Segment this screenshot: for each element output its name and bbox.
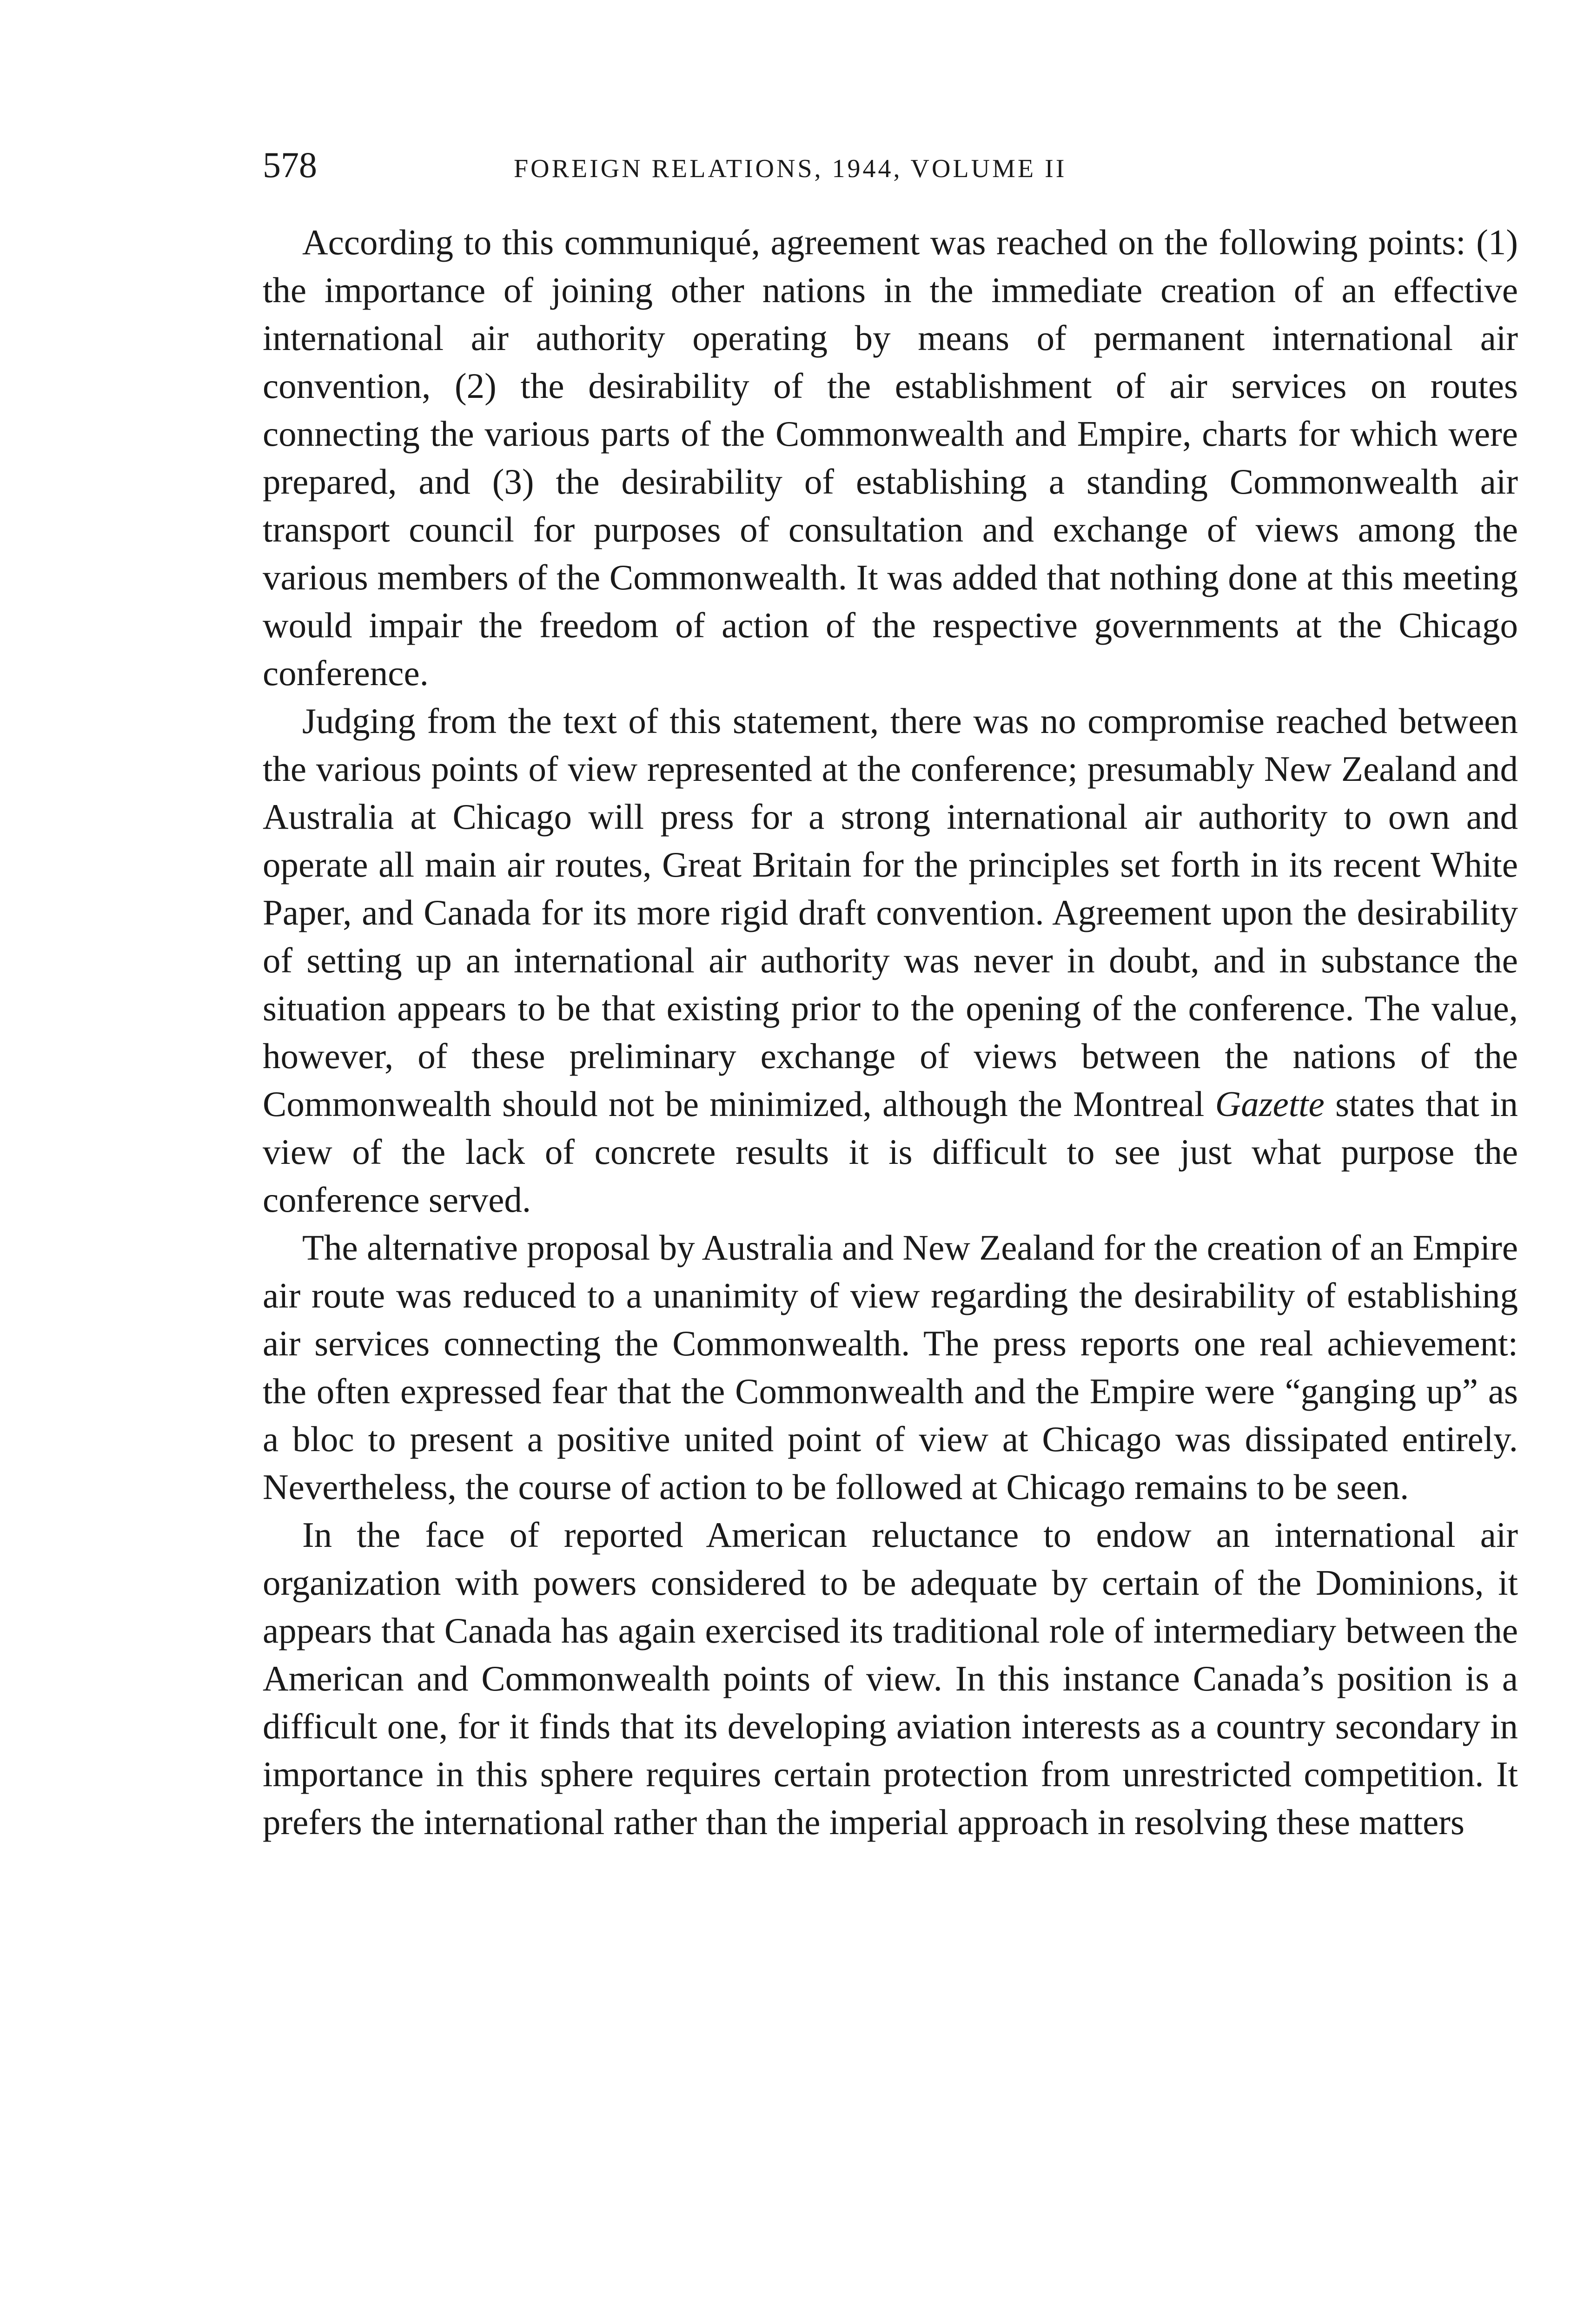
document-page (263, 139, 1518, 1846)
paragraph-judging-text-end: states that in view of the lack of concrete results it is difficult to see just what purpose the conference served. (263, 1084, 1518, 1220)
page-number: 578 (263, 145, 317, 185)
paragraph-alternative-proposal: The alternative proposal by Australia and New Zealand for the creation of an Empire air route was reduced to a unanimity of view regarding the desirability of establishing air services connecting the Commonwealth. The press reports one real achievement: the often expressed fear that the Commonwealth and the Empire were “ganging up” as a bloc to present a positive united point of view at Chicago was dissipated entirely. Nevertheless, the course of action to be followed at Chicago remains to be seen. (263, 1228, 1518, 1507)
paragraph-judging-text: Judging from the text of this statement, there was no compromise reached between the various points of view represented at the conference; presumably New Zealand and Australia at Chicago will press for a strong international air authority to own and operate all main air routes, Great Britain for the principles set forth in its recent White Paper, and Canada for its more rigid draft convention. Agreement upon the desirability of setting up an international air authority was never in doubt, and in substance the situation appears to be that existing prior to the opening of the conference. The value, however, of these preliminary exchange of views between the nations of the Commonwealth should not be minimized, although the Montreal (263, 701, 1518, 1124)
paragraph-judging (263, 697, 1518, 1224)
running-header (263, 139, 1518, 191)
paragraph-canada-role: In the face of reported American reluctance to endow an international air organization with powers considered to be adequate by certain of the Dominions, it appears that Canada has again exercised its traditional role of intermediary between the American and Commonwealth points of view. In this instance Canada’s position is a difficult one, for it finds that its developing aviation interests as a country secondary in importance in this sphere requires certain protection from unrestricted competition. It prefers the international rather than the imperial approach in resolving these matters (263, 1515, 1518, 1842)
running-title: FOREIGN RELATIONS, 1944, VOLUME II (514, 154, 1067, 183)
newspaper-title: Gazette (1215, 1084, 1325, 1124)
paragraph-communique: According to this communiqué, agreement was reached on the following points: (1) the importance of joining other nations in the immediate creation of an effective international air authority operating by means of permanent international air convention, (2) the desirability of the establishment of air services on routes connecting the various parts of the Commonwealth and Empire, charts for which were prepared, and (3) the desirability of establishing a standing Commonwealth air transport council for purposes of consultation and exchange of views among the various members of the Commonwealth. It was added that nothing done at this meeting would impair the freedom of action of the respective governments at the Chicago conference. (263, 222, 1518, 693)
